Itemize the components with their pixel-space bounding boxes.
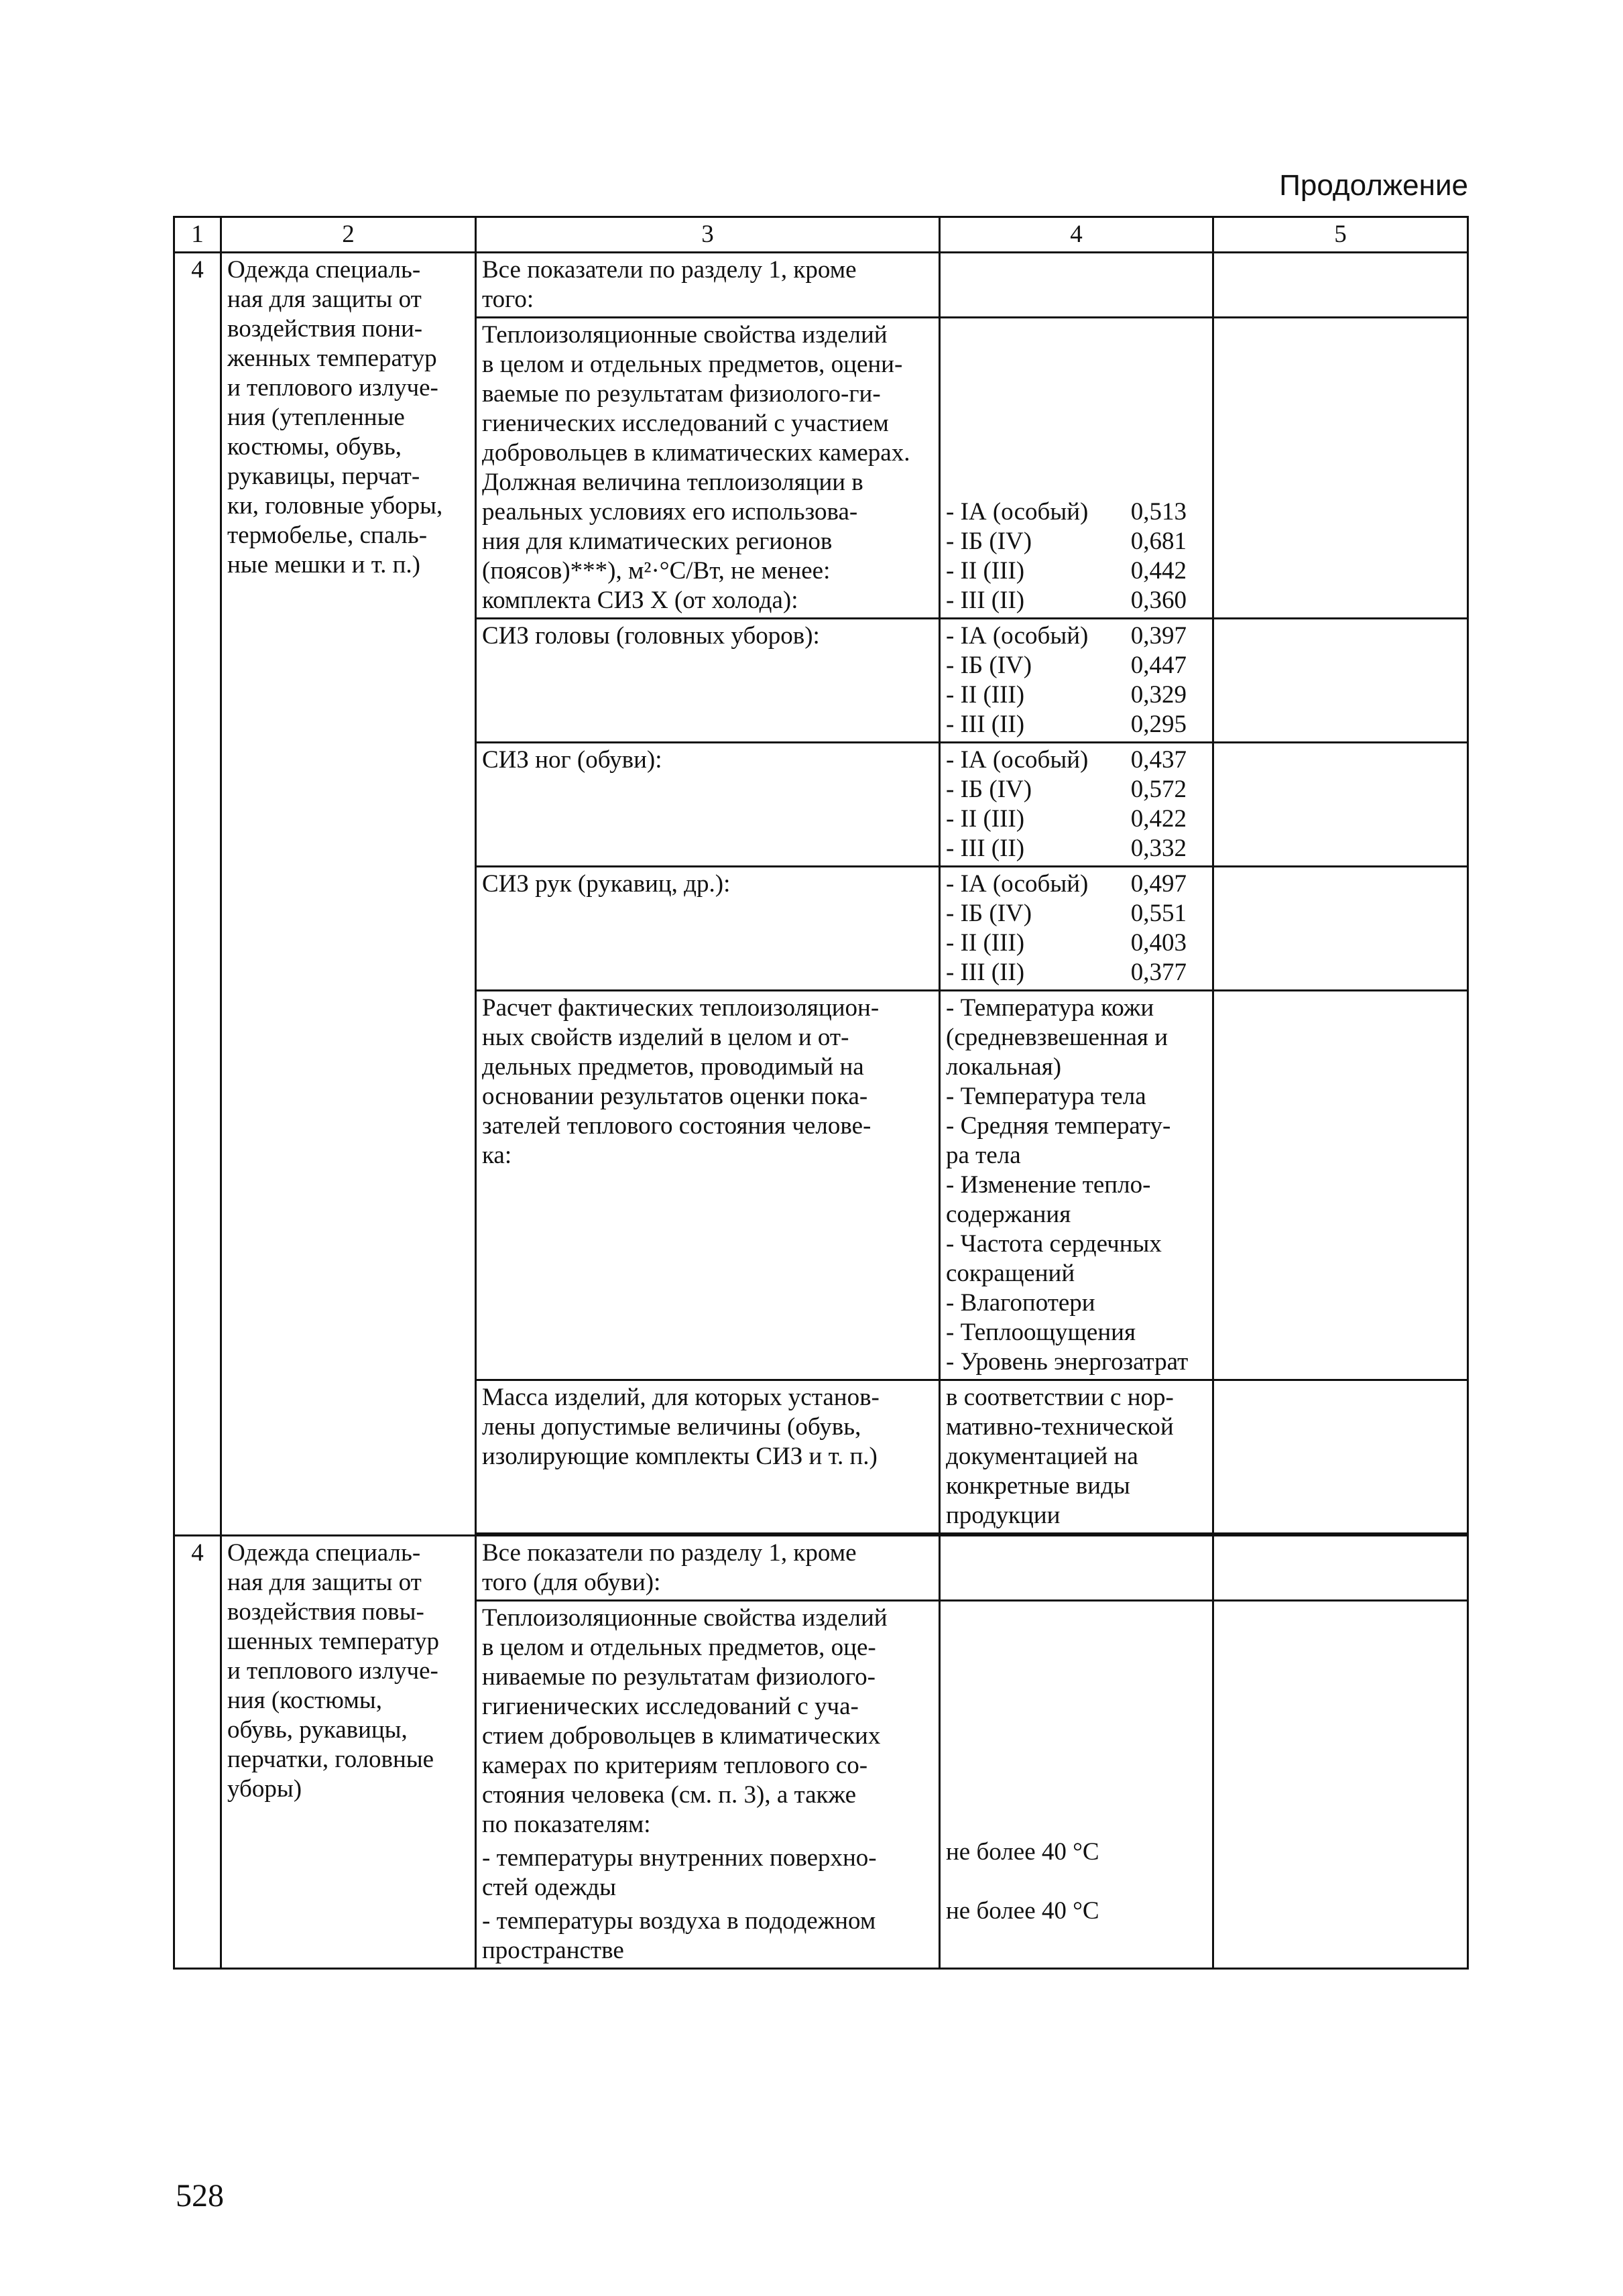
- calc-indicators: [940, 991, 1213, 1380]
- text-line: локальная): [946, 1053, 1062, 1081]
- header-row: [174, 217, 1468, 253]
- region-value-row: [946, 958, 1207, 987]
- text-line: документацией на: [946, 1443, 1138, 1470]
- region-value-row: [946, 527, 1207, 556]
- text-line: Теплоизоляционные свойства изделий: [482, 321, 888, 349]
- text-line: гигиенических исследований с уча-: [482, 1693, 859, 1720]
- text-line: Должная величина теплоизоляции в: [482, 469, 863, 496]
- section-b-intro: [476, 1536, 940, 1601]
- region-value: 0,513: [1130, 498, 1187, 526]
- feet-ppe-label: СИЗ ног (обуви):: [476, 743, 940, 867]
- text-line: Одежда специаль-: [227, 256, 421, 284]
- region-value-row: [946, 745, 1207, 775]
- section-a-name: [221, 253, 476, 1536]
- text-line: женных температур: [227, 345, 437, 372]
- region-label: - III (II): [946, 587, 1025, 614]
- region-label: - IБ (IV): [946, 652, 1032, 679]
- head-ppe-label: СИЗ головы (головных уборов):: [476, 619, 940, 743]
- text-line: ная для защиты от: [227, 1569, 422, 1596]
- region-value: 0,497: [1130, 870, 1187, 898]
- text-line: Одежда специаль-: [227, 1539, 421, 1567]
- region-value: 0,332: [1130, 835, 1187, 862]
- text-line: - Изменение тепло-: [946, 1171, 1151, 1199]
- text-line: ниваемые по результатам физиолого-: [482, 1663, 876, 1691]
- region-label: - II (III): [946, 681, 1025, 709]
- region-value: 0,422: [1130, 805, 1187, 833]
- region-value-row: [946, 775, 1207, 804]
- section-a-suit-values: [940, 318, 1213, 619]
- text-line: продукции: [946, 1502, 1061, 1529]
- region-value: 0,681: [1130, 528, 1187, 555]
- text-line: стей одежды: [482, 1874, 616, 1901]
- inner-surface-text: [476, 1841, 940, 1905]
- text-line: зателей теплового состояния челове-: [482, 1112, 871, 1140]
- text-line: (поясов)***), м²·°С/Вт, не менее:: [482, 557, 831, 585]
- text-line: воздействия пони-: [227, 315, 423, 343]
- header-col-4: 4: [940, 217, 1213, 253]
- region-value: 0,551: [1130, 900, 1187, 927]
- region-value-row: [946, 804, 1207, 834]
- text-line: - Температура кожи: [946, 994, 1154, 1022]
- text-line: термобелье, спаль-: [227, 522, 428, 549]
- text-line: сокращений: [946, 1260, 1075, 1287]
- text-line: ка:: [482, 1142, 512, 1169]
- text-line: - температуры внутренних поверхно-: [482, 1844, 877, 1872]
- text-line: - температуры воздуха в пододежном: [482, 1907, 876, 1935]
- text-line: воздействия повы-: [227, 1598, 424, 1626]
- region-value-row: [946, 680, 1207, 710]
- region-label: - IА (особый): [946, 870, 1089, 898]
- text-line: (средневзвешенная и: [946, 1024, 1168, 1051]
- region-value-row: [946, 869, 1207, 899]
- text-line: Все показатели по разделу 1, кроме: [482, 256, 857, 284]
- header-col-5: 5: [1213, 217, 1468, 253]
- text-line: Все показатели по разделу 1, кроме: [482, 1539, 857, 1567]
- text-line: ния (костюмы,: [227, 1687, 382, 1714]
- text-line: обувь, рукавицы,: [227, 1716, 408, 1744]
- text-line: шенных температур: [227, 1628, 439, 1655]
- header-col-1: 1: [174, 217, 221, 253]
- region-value: 0,442: [1130, 557, 1187, 585]
- text-line: ра тела: [946, 1142, 1021, 1169]
- text-line: ки, головные уборы,: [227, 492, 443, 520]
- text-line: ния для климатических регионов: [482, 528, 833, 555]
- region-value-row: [946, 651, 1207, 680]
- region-label: - IБ (IV): [946, 900, 1032, 927]
- region-value-row: [946, 621, 1207, 651]
- text-line: уборы): [227, 1775, 302, 1803]
- region-label: - IБ (IV): [946, 528, 1032, 555]
- text-line: - Частота сердечных: [946, 1230, 1162, 1258]
- air-value: не более 40 °С: [946, 1897, 1099, 1925]
- region-value-row: [946, 899, 1207, 928]
- text-line: и теплового излуче-: [227, 1657, 438, 1685]
- region-value: 0,437: [1130, 746, 1187, 774]
- section-a-intro: [476, 253, 940, 318]
- region-value: 0,447: [1130, 652, 1187, 679]
- region-value-row: [946, 586, 1207, 615]
- region-label: - IА (особый): [946, 622, 1089, 650]
- text-line: камерах по критериям теплового со-: [482, 1752, 868, 1779]
- region-label: - IА (особый): [946, 746, 1089, 774]
- text-line: того (для обуви):: [482, 1569, 661, 1596]
- text-line: основании результатов оценки пока-: [482, 1083, 868, 1110]
- region-value-row: [946, 497, 1207, 527]
- text-line: рукавицы, перчат-: [227, 463, 420, 490]
- text-line: - Температура тела: [946, 1083, 1146, 1110]
- text-line: в соответствии с нор-: [946, 1384, 1174, 1411]
- text-line: стием добровольцев в климатических: [482, 1722, 881, 1750]
- region-value: 0,397: [1130, 622, 1187, 650]
- section-a-insulation-text: [476, 318, 940, 619]
- region-value-row: [946, 834, 1207, 863]
- text-line: ная для защиты от: [227, 286, 422, 313]
- region-label: - IА (особый): [946, 498, 1089, 526]
- region-value-row: [946, 710, 1207, 739]
- section-b-values: [940, 1601, 1213, 1969]
- text-line: - Средняя температу-: [946, 1112, 1171, 1140]
- continuation-label: Продолжение: [1279, 169, 1468, 202]
- section-b-intro-row: [174, 1536, 1468, 1601]
- hands-ppe-label: СИЗ рук (рукавиц, др.):: [476, 867, 940, 991]
- text-line: Расчет фактических теплоизоляцион-: [482, 994, 880, 1022]
- text-line: пространстве: [482, 1937, 624, 1964]
- text-line: - Теплоощущения: [946, 1319, 1136, 1346]
- section-b-number: 4: [174, 1536, 221, 1969]
- text-line: того:: [482, 286, 534, 313]
- region-label: - IБ (IV): [946, 776, 1032, 803]
- region-label: - II (III): [946, 929, 1025, 957]
- region-label: - II (III): [946, 557, 1025, 585]
- region-value-row: [946, 928, 1207, 958]
- section-a-intro-row: [174, 253, 1468, 318]
- text-line: добровольцев в климатических камерах.: [482, 439, 910, 467]
- feet-value-list: [946, 745, 1207, 863]
- text-line: содержания: [946, 1201, 1071, 1228]
- text-line: лены допустимые величины (обувь,: [482, 1413, 861, 1441]
- text-line: Теплоизоляционные свойства изделий: [482, 1604, 888, 1632]
- hands-ppe-values: [940, 867, 1213, 991]
- region-label: - III (II): [946, 959, 1025, 986]
- section-b-insulation-text: [476, 1601, 940, 1842]
- text-line: гиенических исследований с участием: [482, 410, 889, 437]
- text-line: мативно-технической: [946, 1413, 1174, 1441]
- feet-ppe-values: [940, 743, 1213, 867]
- region-value: 0,295: [1130, 711, 1187, 738]
- hands-value-list: [946, 869, 1207, 987]
- mass-value: [940, 1380, 1213, 1534]
- text-line: в целом и отдельных предметов, оце-: [482, 1634, 876, 1661]
- requirements-table: [173, 216, 1469, 1970]
- text-line: стояния человека (см. п. 3), а также: [482, 1781, 857, 1809]
- section-a-number: 4: [174, 253, 221, 1536]
- text-line: - Влагопотери: [946, 1289, 1095, 1317]
- header-col-3: 3: [476, 217, 940, 253]
- text-line: перчатки, головные: [227, 1746, 434, 1773]
- text-line: реальных условиях его использова-: [482, 498, 858, 526]
- text-line: - Уровень энергозатрат: [946, 1348, 1189, 1376]
- text-line: костюмы, обувь,: [227, 433, 402, 461]
- text-line: изолирующие комплекты СИЗ и т. п.): [482, 1443, 878, 1470]
- text-line: по показателям:: [482, 1811, 651, 1838]
- air-text: [476, 1905, 940, 1969]
- text-line: и теплового излуче-: [227, 374, 438, 402]
- text-line: дельных предметов, проводимый на: [482, 1053, 864, 1081]
- text-line: ваемые по результатам физиолого-ги-: [482, 380, 881, 408]
- region-value: 0,377: [1130, 959, 1187, 986]
- text-line: ных свойств изделий в целом и от-: [482, 1024, 849, 1051]
- header-col-2: 2: [221, 217, 476, 253]
- region-label: - III (II): [946, 835, 1025, 862]
- inner-surface-value: не более 40 °С: [946, 1838, 1099, 1866]
- text-line: комплекта СИЗ Х (от холода):: [482, 587, 798, 614]
- head-ppe-values: [940, 619, 1213, 743]
- text-line: ные мешки и т. п.): [227, 551, 420, 579]
- section-b-name: [221, 1536, 476, 1969]
- head-value-list: [946, 621, 1207, 739]
- region-value-row: [946, 556, 1207, 586]
- mass-text: [476, 1380, 940, 1534]
- region-label: - II (III): [946, 805, 1025, 833]
- text-line: конкретные виды: [946, 1472, 1130, 1500]
- region-value: 0,329: [1130, 681, 1187, 709]
- region-value: 0,572: [1130, 776, 1187, 803]
- text-line: Масса изделий, для которых установ-: [482, 1384, 880, 1411]
- text-line: ния (утепленные: [227, 404, 405, 431]
- region-value: 0,360: [1130, 587, 1187, 614]
- suit-value-list: [946, 497, 1207, 615]
- region-label: - III (II): [946, 711, 1025, 738]
- page-number: 528: [176, 2178, 224, 2214]
- text-line: в целом и отдельных предметов, оцени-: [482, 351, 903, 378]
- region-value: 0,403: [1130, 929, 1187, 957]
- calc-text: [476, 991, 940, 1380]
